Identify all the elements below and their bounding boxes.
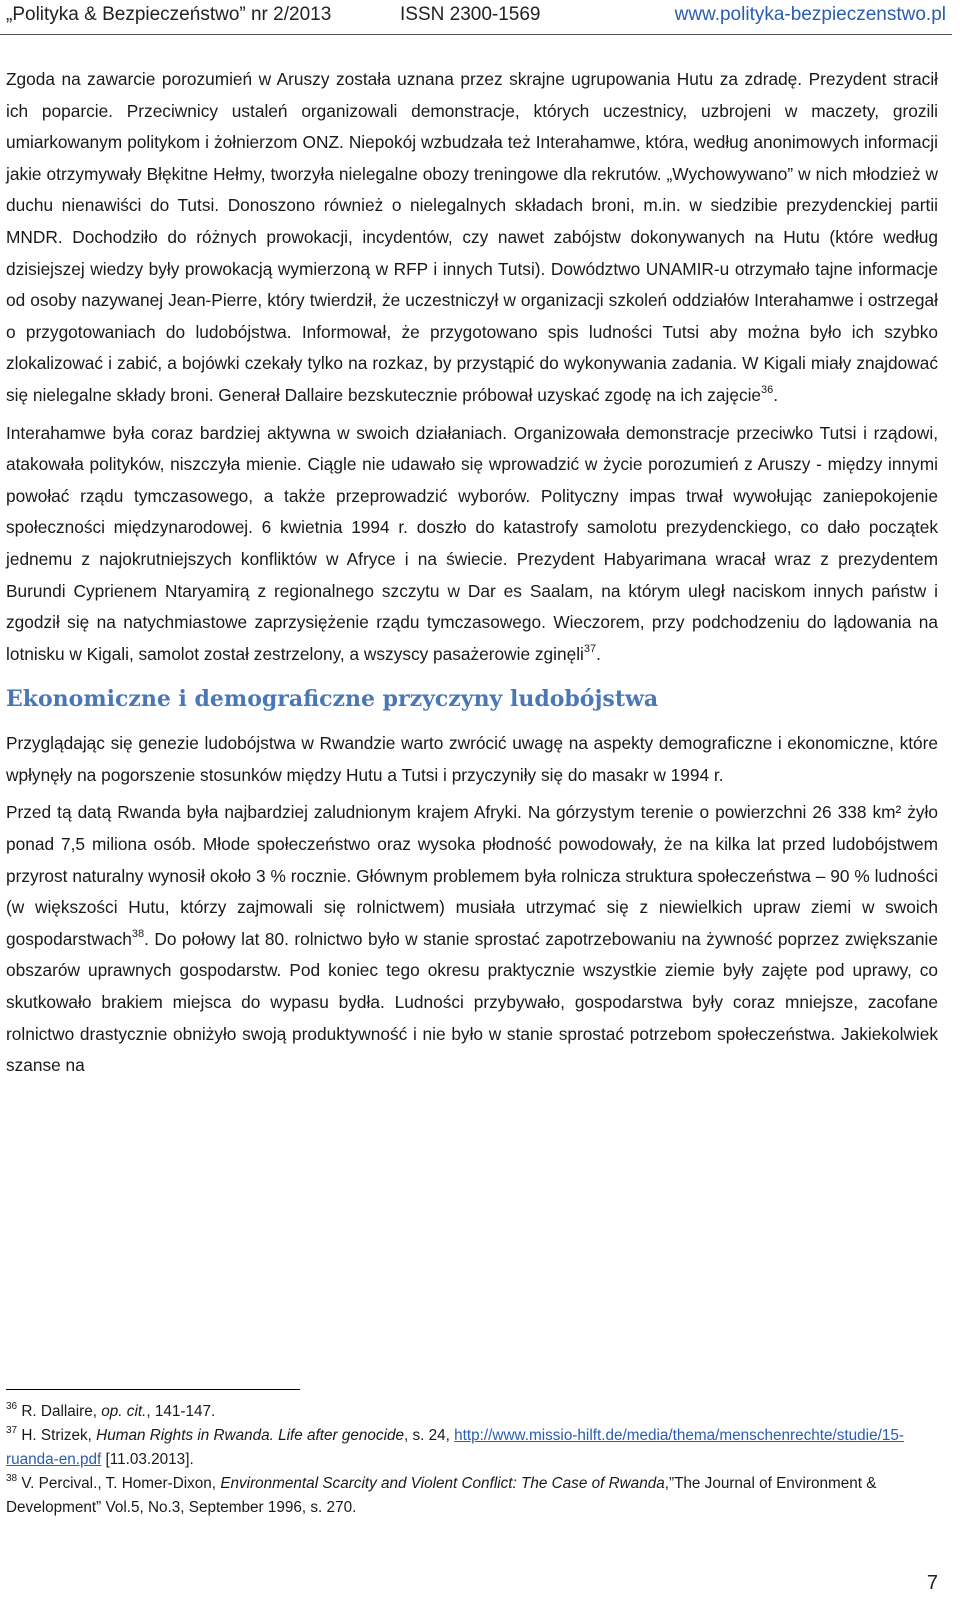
footnote-divider: [6, 1389, 300, 1390]
paragraph-text: Przyglądając się genezie ludobójstwa w Rwandzie warto zwrócić uwagę na aspekty demograficzne i ekonomiczne, które wpłynęły na pogorszenie stosunków między Hutu a Tutsi i przyczyniły się do masakr w 1994 r.: [6, 733, 938, 785]
paragraph-text: .: [596, 643, 601, 664]
footnote: [6, 1472, 940, 1520]
journal-title: „Polityka & Bezpieczeństwo” nr 2/2013: [6, 4, 332, 25]
footnote-title: Environmental Scarcity and Violent Conflict: The Case of Rwanda: [220, 1475, 665, 1492]
paragraph-text: Zgoda na zawarcie porozumień w Aruszy została uznana przez skrajne ugrupowania Hutu za zdradę. Prezydent stracił ich poparcie. Przeciwnicy ustaleń organizowali demonstracje, których uczestnicy, uzbrojeni w maczety, grozili umiarkowanym politykom i żołnierzom ONZ. Niepokój wzbudzała też Interahamwe, która, według anonimowych informacji jakie otrzymywały Błękitne Hełmy, tworzyła nielegalne obozy treningowe dla rekrutów. „Wychowywano” w nich młodzież w duchu nienawiści do Tutsi. Donoszono również o nielegalnych składach broni, m.in. w siedzibie prezydenckiej partii MNDR. Dochodziło do różnych prowokacji, incydentów, czy nawet zabójstw dokonywanych na Hutu (które według dzisiejszej wiedzy były prowokacją wymierzoną w RFP i innych Tutsi). Dowództwo UNAMIR-u otrzymało tajne informacje od osoby nazywanej Jean-Pierre, który twierdził, że uczestniczył w organizacji szkoleń oddziałów Interahamwe i ostrzegał o przygotowaniach do ludobójstwa. Informował, że przygotowano spis ludności Tutsi aby można było ich szybko zlokalizować i zabić, a bojówki czekały tylko na rozkaz, by przystąpić do wykonywania zadania. W Kigali miały znajdować się nielegalne składy broni. Generał Dallaire bezskutecznie próbował uzyskać zgodę na ich zajęcie: [6, 69, 938, 405]
footnote-text: V. Percival., T. Homer-Dixon,: [21, 1475, 221, 1492]
footnote-title: Human Rights in Rwanda. Life after genocide: [96, 1427, 404, 1444]
article-body: [6, 64, 938, 1088]
body-paragraph: [6, 418, 938, 671]
footnote-text: [11.03.2013].: [101, 1451, 194, 1468]
body-paragraph: [6, 64, 938, 412]
footnote-text: , 141-147.: [146, 1403, 216, 1420]
footnote-text: , s. 24,: [404, 1427, 455, 1444]
footnote-link[interactable]: http://www.missio-hilft.de/media/thema/menschenrechte/studie/15-ruanda-en.pdf: [6, 1427, 904, 1468]
footnote-text: H. Strizek,: [21, 1427, 97, 1444]
paragraph-text: Interahamwe była coraz bardziej aktywna w swoich działaniach. Organizowała demonstracje przeciwko Tutsi i rządowi, atakowała polityków, niszczyła mienie. Ciągle nie udawało się wprowadzić w życie porozumień z Aruszy - między innymi powołać rządu tymczasowego, a także przeprowadzić wyborów. Polityczny impas trwał wywołując zaniepokojenie społeczności międzynarodowej. 6 kwietnia 1994 r. doszło do katastrofy samolotu prezydenckiego, co dało początek jednemu z najokrutniejszych konfliktów w Afryce i na świecie. Prezydent Habyarimana wracał wraz z prezydentem Burundi Cyprienem Ntaryamirą z regionalnego szczytu w Dar es Saalam, na którym uległ naciskom innych państw i zgodził się na natychmiastowe zaprzysiężenie rządu tymczasowego. Wieczorem, przy podchodzeniu do lądowania na lotnisku w Kigali, samolot został zestrzelony, a wszyscy pasażerowie zginęli: [6, 422, 938, 664]
footnote-ref[interactable]: 36: [761, 383, 774, 396]
footnote-ref[interactable]: 38: [131, 927, 145, 940]
page-header: [0, 0, 960, 36]
footnote-ref[interactable]: 37: [583, 642, 597, 655]
footnote-number: 38: [6, 1473, 18, 1484]
section-heading: Ekonomiczne i demograficzne przyczyny ludobójstwa: [6, 686, 659, 713]
footnote: [6, 1424, 940, 1472]
body-paragraph: [6, 797, 938, 1081]
paragraph-text: . Do połowy lat 80. rolnictwo było w stanie sprostać zapotrzebowaniu na żywność poprzez zwiększanie obszarów uprawnych gospodarstw. Pod koniec tego okresu praktycznie wszystkie ziemie były zajęte pod uprawy, co skutkowało brakiem miejsca do wypasu bydła. Ludności przybywało, gospodarstwa były coraz mniejsze, zacofane rolnictwo drastycznie obniżyło swoją produktywność i nie było w stanie sprostać potrzebom społeczeństwa. Jakiekolwiek szanse na: [6, 928, 938, 1076]
footnote-title: op. cit.: [101, 1403, 147, 1420]
issn-label: ISSN 2300-1569: [400, 4, 541, 25]
footnotes: [6, 1400, 940, 1520]
body-paragraph: [6, 728, 938, 791]
paragraph-text: Przed tą datą Rwanda była najbardziej zaludnionym krajem Afryki. Na górzystym terenie o powierzchni 26 338 km² żyło ponad 7,5 miliona osób. Młode społeczeństwo oraz wysoka płodność powodowały, że na kilka lat przed ludobójstwem przyrost naturalny wynosił około 3 % rocznie. Głównym problemem była rolnicza struktura społeczeństwa – 90 % ludności (w większości Hutu, którzy zajmowali się rolnictwem) musiała utrzymać się z niewielkich upraw ziemi w swoich gospodarstwach: [6, 802, 938, 949]
website-link[interactable]: www.polityka-bezpieczenstwo.pl: [674, 4, 946, 25]
page-number: 7: [926, 1572, 938, 1594]
footnote-number: 37: [6, 1425, 18, 1436]
footnote-text: R. Dallaire,: [21, 1403, 102, 1420]
footnote: [6, 1400, 940, 1424]
header-divider: [0, 34, 952, 35]
footnote-number: 36: [6, 1401, 18, 1412]
footnote-text: ,”The Journal of Environment & Development” Vol.5, No.3, September 1996, s. 270.: [6, 1475, 877, 1516]
paragraph-text: .: [773, 384, 779, 405]
